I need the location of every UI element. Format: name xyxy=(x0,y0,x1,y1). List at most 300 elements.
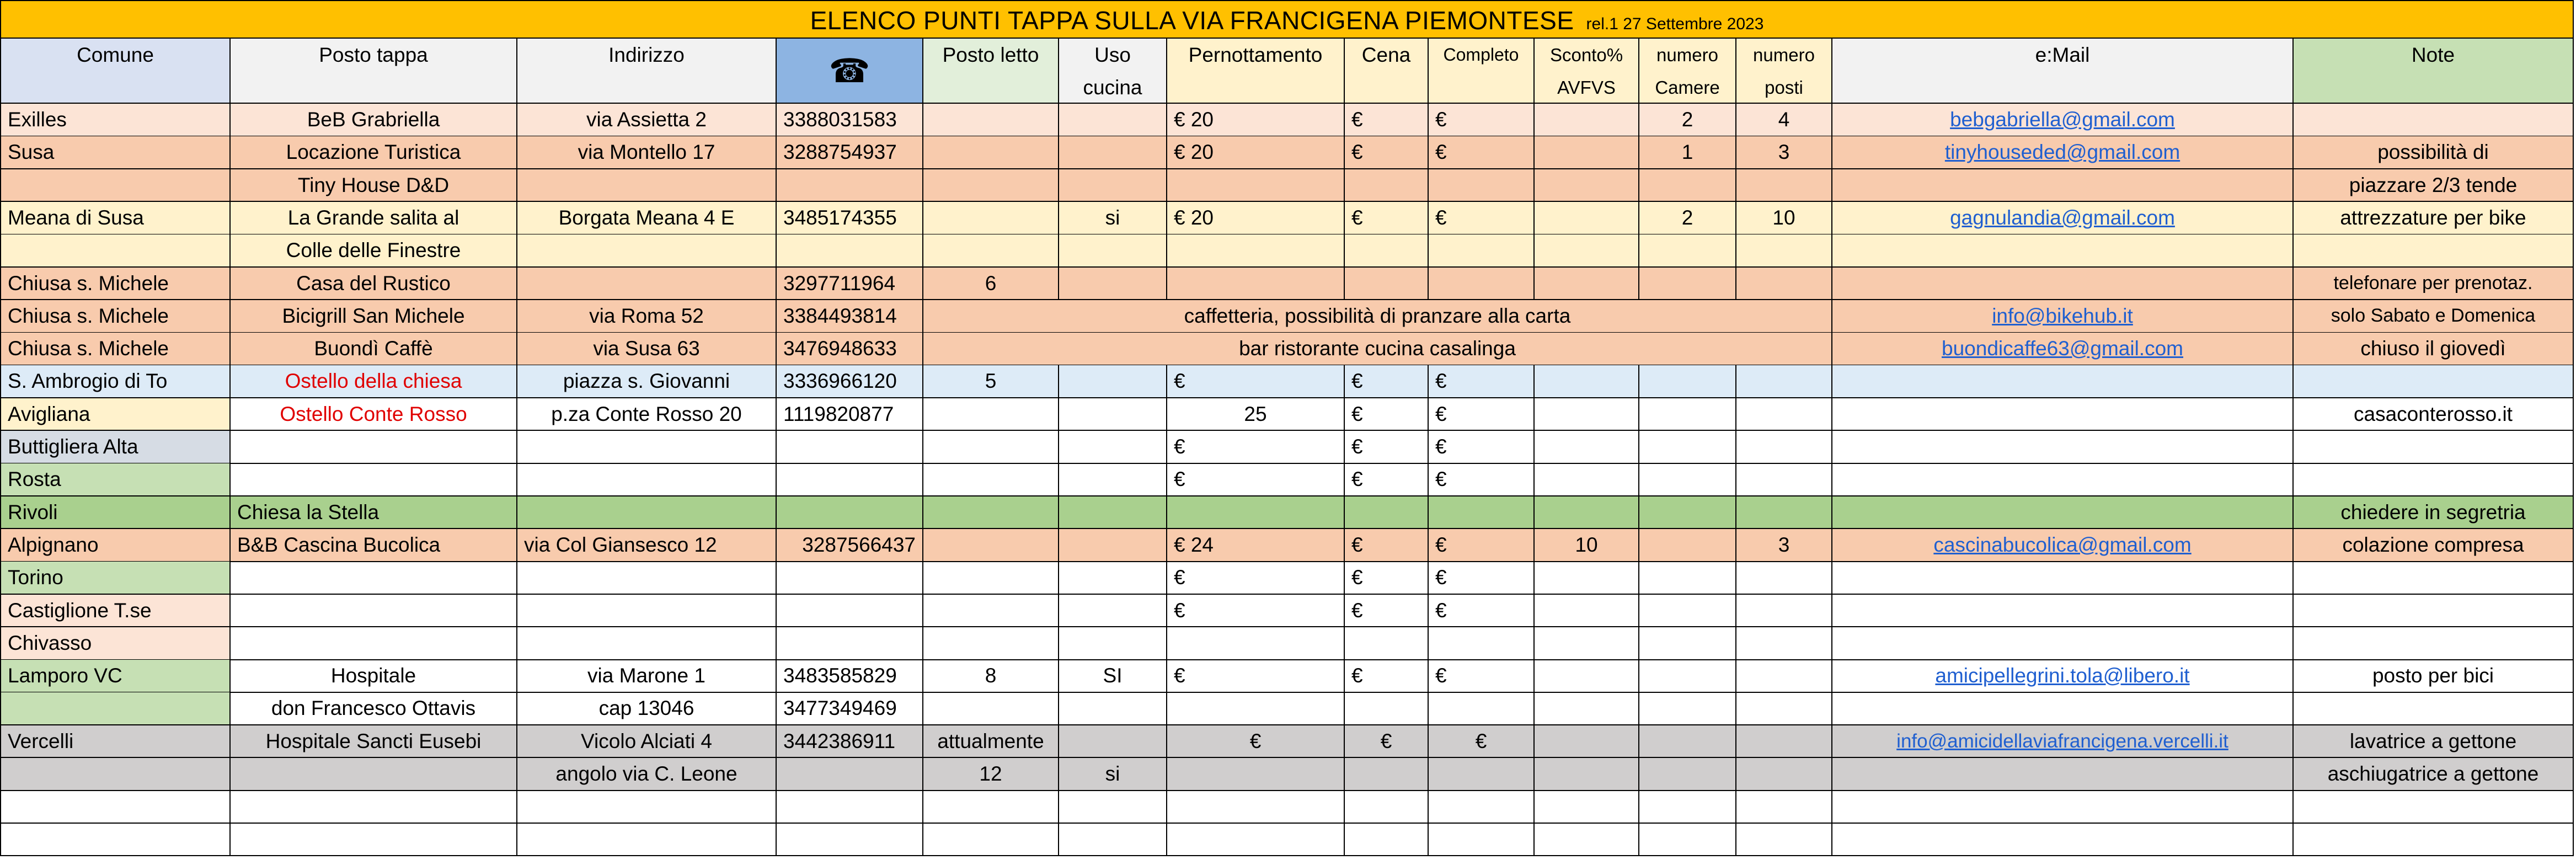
header-label: Comune xyxy=(77,44,154,66)
cell-posti: 3 xyxy=(1736,529,1832,562)
cell-cucina xyxy=(1059,496,1167,530)
cell-completo: € xyxy=(1429,431,1535,464)
header-email xyxy=(1832,39,2294,104)
cell-note xyxy=(2294,562,2574,595)
empty-cell xyxy=(1167,824,1345,857)
email-link xyxy=(1832,431,2294,464)
cell-note: posto per bici xyxy=(2294,660,2574,693)
cell-posti xyxy=(1736,595,1832,628)
cell-cucina xyxy=(1059,234,1167,268)
cell-posto: Ostello Conte Rosso xyxy=(231,398,517,431)
cell-note xyxy=(2294,234,2574,268)
cell-completo: € xyxy=(1429,398,1535,431)
cell-posto xyxy=(231,595,517,628)
cell-posto xyxy=(231,562,517,595)
cell-indirizzo xyxy=(517,595,777,628)
header-letto xyxy=(923,39,1059,104)
cell-note xyxy=(2294,595,2574,628)
cell-letto xyxy=(923,169,1059,202)
cell-indirizzo: piazza s. Giovanni xyxy=(517,365,777,398)
cell-cena xyxy=(1345,496,1429,530)
cell-indirizzo: p.za Conte Rosso 20 xyxy=(517,398,777,431)
cell-cucina: SI xyxy=(1059,660,1167,693)
cell-posto: don Francesco Ottavis xyxy=(231,692,517,725)
cell-tel: 3442386911 xyxy=(777,725,923,759)
cell-comune: Torino xyxy=(0,562,231,595)
email-link[interactable]: info@bikehub.it xyxy=(1832,300,2294,333)
cell-letto: attualmente xyxy=(923,725,1059,759)
cell-indirizzo: cap 13046 xyxy=(517,692,777,725)
cell-comune xyxy=(0,169,231,202)
header-posto xyxy=(231,39,517,104)
header-label: Cena xyxy=(1361,44,1411,66)
cell-cena: € xyxy=(1345,104,1429,137)
cell-cucina xyxy=(1059,463,1167,496)
cell-tel: 1119820877 xyxy=(777,398,923,431)
header-label: Note xyxy=(2411,44,2455,66)
header-tel xyxy=(777,39,923,104)
cell-posto: Hospitale Sancti Eusebi xyxy=(231,725,517,759)
cell-pern: € xyxy=(1167,562,1345,595)
cell-letto: 5 xyxy=(923,365,1059,398)
merged-description: caffetteria, possibilità di pranzare alla carta xyxy=(923,300,1832,333)
empty-cell xyxy=(777,824,923,857)
cell-posto: B&B Cascina Bucolica xyxy=(231,529,517,562)
cell-indirizzo: angolo via C. Leone xyxy=(517,758,777,791)
email-link xyxy=(1832,562,2294,595)
title-text: ELENCO PUNTI TAPPA SULLA VIA FRANCIGENA PIEMONTESE xyxy=(810,6,1574,35)
cell-cucina xyxy=(1059,398,1167,431)
cell-camere xyxy=(1639,234,1736,268)
cell-letto xyxy=(923,234,1059,268)
merged-description: bar ristorante cucina casalinga xyxy=(923,333,1832,366)
cell-camere xyxy=(1639,627,1736,660)
cell-indirizzo: Borgata Meana 4 E xyxy=(517,202,777,235)
cell-note xyxy=(2294,365,2574,398)
cell-indirizzo xyxy=(517,234,777,268)
email-link[interactable]: amicipellegrini.tola@libero.it xyxy=(1832,660,2294,693)
header-label: Posto letto xyxy=(942,44,1039,66)
cell-letto: 8 xyxy=(923,660,1059,693)
cell-letto xyxy=(923,463,1059,496)
header-line: numero xyxy=(1656,45,1718,65)
header-pern xyxy=(1167,39,1345,104)
cell-posti xyxy=(1736,431,1832,464)
header-comune xyxy=(0,39,231,104)
cell-cucina xyxy=(1059,595,1167,628)
cell-posti xyxy=(1736,562,1832,595)
cell-pern: € xyxy=(1167,365,1345,398)
cell-letto xyxy=(923,692,1059,725)
cell-completo: € xyxy=(1429,136,1535,169)
cell-posti: 4 xyxy=(1736,104,1832,137)
cell-posti xyxy=(1736,169,1832,202)
empty-cell xyxy=(1639,791,1736,824)
header-line: posti xyxy=(1765,77,1803,98)
cell-camere xyxy=(1639,268,1736,301)
cell-posto: Tiny House D&D xyxy=(231,169,517,202)
cell-indirizzo xyxy=(517,496,777,530)
cell-posto xyxy=(231,758,517,791)
empty-cell xyxy=(0,791,231,824)
email-link xyxy=(1832,595,2294,628)
cell-sconto xyxy=(1535,365,1639,398)
email-link[interactable]: bebgabriella@gmail.com xyxy=(1832,104,2294,137)
cell-pern xyxy=(1167,268,1345,301)
cell-letto xyxy=(923,431,1059,464)
cell-tel: 3288754937 xyxy=(777,136,923,169)
empty-cell xyxy=(1059,824,1167,857)
cell-cucina xyxy=(1059,627,1167,660)
cell-sconto xyxy=(1535,169,1639,202)
cell-comune: Susa xyxy=(0,136,231,169)
cell-comune: Chiusa s. Michele xyxy=(0,268,231,301)
cell-pern: € xyxy=(1167,660,1345,693)
cell-note: colazione compresa xyxy=(2294,529,2574,562)
cell-pern: € 20 xyxy=(1167,202,1345,235)
cell-cena: € xyxy=(1345,529,1429,562)
cell-camere xyxy=(1639,660,1736,693)
header-label: e:Mail xyxy=(2035,44,2090,66)
cell-posti xyxy=(1736,692,1832,725)
cell-note xyxy=(2294,104,2574,137)
cell-completo: € xyxy=(1429,562,1535,595)
cell-cena: € xyxy=(1345,365,1429,398)
cell-camere xyxy=(1639,595,1736,628)
cell-camere: 2 xyxy=(1639,104,1736,137)
cell-note: piazzare 2/3 tende xyxy=(2294,169,2574,202)
cell-cucina xyxy=(1059,104,1167,137)
email-link xyxy=(1832,365,2294,398)
cell-posti xyxy=(1736,627,1832,660)
cell-completo: € xyxy=(1429,463,1535,496)
cell-tel: 3297711964 xyxy=(777,268,923,301)
cell-completo xyxy=(1429,496,1535,530)
email-link xyxy=(1832,398,2294,431)
cell-tel xyxy=(777,234,923,268)
cell-sconto: 10 xyxy=(1535,529,1639,562)
cell-sconto xyxy=(1535,202,1639,235)
cell-cena: € xyxy=(1345,398,1429,431)
cell-note xyxy=(2294,431,2574,464)
cell-letto: 6 xyxy=(923,268,1059,301)
cell-comune: Rivoli xyxy=(0,496,231,530)
cell-sconto xyxy=(1535,725,1639,759)
cell-tel: 3483585829 xyxy=(777,660,923,693)
cell-posti xyxy=(1736,365,1832,398)
cell-tel: 3384493814 xyxy=(777,300,923,333)
cell-sconto xyxy=(1535,104,1639,137)
cell-completo: € xyxy=(1429,202,1535,235)
sheet-title xyxy=(0,0,2574,39)
cell-note xyxy=(2294,692,2574,725)
empty-cell xyxy=(231,791,517,824)
cell-note: telefonare per prenotaz. xyxy=(2294,268,2574,301)
cell-note: chiuso il giovedì xyxy=(2294,333,2574,366)
cell-tel: 3485174355 xyxy=(777,202,923,235)
cell-cena: € xyxy=(1345,660,1429,693)
cell-camere: 1 xyxy=(1639,136,1736,169)
empty-cell xyxy=(1639,824,1736,857)
cell-completo: € xyxy=(1429,660,1535,693)
cell-letto xyxy=(923,398,1059,431)
cell-pern: € xyxy=(1167,595,1345,628)
cell-pern: 25 xyxy=(1167,398,1345,431)
cell-camere xyxy=(1639,431,1736,464)
cell-indirizzo xyxy=(517,463,777,496)
cell-comune: Avigliana xyxy=(0,398,231,431)
cell-cucina xyxy=(1059,268,1167,301)
cell-cucina: si xyxy=(1059,202,1167,235)
cell-comune: Alpignano xyxy=(0,529,231,562)
cell-comune: Chiusa s. Michele xyxy=(0,300,231,333)
cell-tel: 3388031583 xyxy=(777,104,923,137)
cell-comune: Chivasso xyxy=(0,627,231,660)
cell-completo: € xyxy=(1429,365,1535,398)
cell-sconto xyxy=(1535,627,1639,660)
cell-pern xyxy=(1167,758,1345,791)
cell-completo xyxy=(1429,692,1535,725)
cell-completo: € xyxy=(1429,529,1535,562)
cell-completo xyxy=(1429,169,1535,202)
cell-letto: 12 xyxy=(923,758,1059,791)
empty-cell xyxy=(1736,824,1832,857)
cell-note xyxy=(2294,463,2574,496)
header-label: Indirizzo xyxy=(608,44,685,66)
header-line: Uso xyxy=(1094,44,1131,66)
cell-cena xyxy=(1345,627,1429,660)
cell-cucina xyxy=(1059,365,1167,398)
cell-posto xyxy=(231,431,517,464)
cell-cucina xyxy=(1059,725,1167,759)
cell-tel xyxy=(777,758,923,791)
email-link xyxy=(1832,234,2294,268)
cell-note: solo Sabato e Domenica xyxy=(2294,300,2574,333)
cell-sconto xyxy=(1535,136,1639,169)
cell-posto: Locazione Turistica xyxy=(231,136,517,169)
cell-letto xyxy=(923,562,1059,595)
email-link[interactable]: cascinabucolica@gmail.com xyxy=(1832,529,2294,562)
cell-pern xyxy=(1167,496,1345,530)
cell-pern xyxy=(1167,234,1345,268)
cell-cucina xyxy=(1059,169,1167,202)
cell-cucina xyxy=(1059,529,1167,562)
email-link xyxy=(1832,496,2294,530)
header-line: AVFVS xyxy=(1557,77,1616,98)
cell-letto xyxy=(923,202,1059,235)
cell-camere xyxy=(1639,365,1736,398)
cell-camere xyxy=(1639,758,1736,791)
cell-cena: € xyxy=(1345,431,1429,464)
empty-cell xyxy=(2294,824,2574,857)
header-posti xyxy=(1736,39,1832,104)
cell-comune xyxy=(0,234,231,268)
email-link xyxy=(1832,169,2294,202)
cell-posti: 3 xyxy=(1736,136,1832,169)
cell-cena: € xyxy=(1345,202,1429,235)
cell-sconto xyxy=(1535,758,1639,791)
cell-pern: € xyxy=(1167,725,1345,759)
cell-cena xyxy=(1345,268,1429,301)
cell-posto: Colle delle Finestre xyxy=(231,234,517,268)
cell-indirizzo: via Marone 1 xyxy=(517,660,777,693)
cell-letto xyxy=(923,104,1059,137)
cell-indirizzo: via Roma 52 xyxy=(517,300,777,333)
cell-indirizzo xyxy=(517,169,777,202)
cell-posto: Hospitale xyxy=(231,660,517,693)
email-link[interactable]: gagnulandia@gmail.com xyxy=(1832,202,2294,235)
cell-letto xyxy=(923,496,1059,530)
cell-note: casaconterosso.it xyxy=(2294,398,2574,431)
cell-letto xyxy=(923,136,1059,169)
cell-cena: € xyxy=(1345,136,1429,169)
email-link xyxy=(1832,268,2294,301)
cell-pern xyxy=(1167,627,1345,660)
cell-pern xyxy=(1167,169,1345,202)
cell-indirizzo: via Susa 63 xyxy=(517,333,777,366)
cell-comune: Castiglione T.se xyxy=(0,595,231,628)
cell-tel xyxy=(777,627,923,660)
cell-cucina xyxy=(1059,431,1167,464)
email-link xyxy=(1832,758,2294,791)
cell-comune xyxy=(0,692,231,725)
cell-cena: € xyxy=(1345,725,1429,759)
cell-posto xyxy=(231,627,517,660)
cell-comune: Buttigliera Alta xyxy=(0,431,231,464)
cell-posto: Bicigrill San Michele xyxy=(231,300,517,333)
cell-cena: € xyxy=(1345,562,1429,595)
cell-cucina: si xyxy=(1059,758,1167,791)
cell-posti xyxy=(1736,268,1832,301)
cell-tel xyxy=(777,431,923,464)
header-cena xyxy=(1345,39,1429,104)
cell-completo xyxy=(1429,627,1535,660)
empty-cell xyxy=(517,824,777,857)
cell-tel: 3477349469 xyxy=(777,692,923,725)
cell-note: possibilità di xyxy=(2294,136,2574,169)
cell-sconto xyxy=(1535,234,1639,268)
empty-cell xyxy=(1345,791,1429,824)
cell-posto: La Grande salita al xyxy=(231,202,517,235)
cell-sconto xyxy=(1535,431,1639,464)
cell-posto: Buondì Caffè xyxy=(231,333,517,366)
cell-comune: Lamporo VC xyxy=(0,660,231,693)
cell-tel: 3476948633 xyxy=(777,333,923,366)
cell-tel: 3336966120 xyxy=(777,365,923,398)
cell-cucina xyxy=(1059,136,1167,169)
cell-posti: 10 xyxy=(1736,202,1832,235)
cell-tel xyxy=(777,496,923,530)
cell-camere xyxy=(1639,529,1736,562)
cell-sconto xyxy=(1535,595,1639,628)
cell-cena: € xyxy=(1345,595,1429,628)
cell-cena xyxy=(1345,169,1429,202)
header-label: Completo xyxy=(1443,45,1519,65)
cell-sconto xyxy=(1535,562,1639,595)
cell-camere: 2 xyxy=(1639,202,1736,235)
header-sconto xyxy=(1535,39,1639,104)
cell-pern: € 20 xyxy=(1167,104,1345,137)
cell-cucina xyxy=(1059,692,1167,725)
empty-cell xyxy=(1535,791,1639,824)
cell-camere xyxy=(1639,169,1736,202)
cell-cena xyxy=(1345,234,1429,268)
header-note xyxy=(2294,39,2574,104)
cell-letto xyxy=(923,627,1059,660)
cell-camere xyxy=(1639,692,1736,725)
cell-sconto xyxy=(1535,496,1639,530)
email-link xyxy=(1832,692,2294,725)
empty-cell xyxy=(1345,824,1429,857)
empty-cell xyxy=(1535,824,1639,857)
empty-cell xyxy=(1429,791,1535,824)
cell-pern: € xyxy=(1167,463,1345,496)
cell-camere xyxy=(1639,398,1736,431)
cell-indirizzo: via Montello 17 xyxy=(517,136,777,169)
cell-comune: Vercelli xyxy=(0,725,231,759)
email-link xyxy=(1832,463,2294,496)
cell-camere xyxy=(1639,562,1736,595)
cell-indirizzo xyxy=(517,627,777,660)
header-label: Pernottamento xyxy=(1188,44,1323,66)
cell-cena xyxy=(1345,758,1429,791)
empty-cell xyxy=(923,824,1059,857)
cell-posto: BeB Grabriella xyxy=(231,104,517,137)
email-link[interactable]: buondicaffe63@gmail.com xyxy=(1832,333,2294,366)
header-cucina xyxy=(1059,39,1167,104)
cell-indirizzo: Vicolo Alciati 4 xyxy=(517,725,777,759)
cell-sconto xyxy=(1535,692,1639,725)
empty-cell xyxy=(1167,791,1345,824)
cell-posti xyxy=(1736,463,1832,496)
empty-cell xyxy=(517,791,777,824)
cell-posto xyxy=(231,463,517,496)
empty-cell xyxy=(923,791,1059,824)
cell-note: lavatrice a gettone xyxy=(2294,725,2574,759)
header-line: cucina xyxy=(1083,76,1142,99)
cell-tel xyxy=(777,595,923,628)
cell-tel xyxy=(777,562,923,595)
empty-cell xyxy=(777,791,923,824)
phone-icon: ☎ xyxy=(829,52,870,89)
cell-letto xyxy=(923,529,1059,562)
cell-pern: € 24 xyxy=(1167,529,1345,562)
empty-cell xyxy=(1832,824,2294,857)
cell-note: attrezzature per bike xyxy=(2294,202,2574,235)
email-link[interactable]: info@amicidellaviafrancigena.vercelli.it xyxy=(1832,725,2294,759)
empty-cell xyxy=(1429,824,1535,857)
empty-cell xyxy=(1832,791,2294,824)
cell-sconto xyxy=(1535,660,1639,693)
cell-sconto xyxy=(1535,398,1639,431)
cell-note: chiedere in segretria xyxy=(2294,496,2574,530)
header-indirizzo xyxy=(517,39,777,104)
cell-cena: € xyxy=(1345,463,1429,496)
cell-posto: Ostello della chiesa xyxy=(231,365,517,398)
cell-comune: Chiusa s. Michele xyxy=(0,333,231,366)
cell-camere xyxy=(1639,725,1736,759)
cell-posto: Casa del Rustico xyxy=(231,268,517,301)
email-link[interactable]: tinyhouseded@gmail.com xyxy=(1832,136,2294,169)
cell-pern xyxy=(1167,692,1345,725)
cell-indirizzo: via Col Giansesco 12 xyxy=(517,529,777,562)
cell-indirizzo xyxy=(517,268,777,301)
empty-cell xyxy=(2294,791,2574,824)
cell-completo: € xyxy=(1429,595,1535,628)
header-camere xyxy=(1639,39,1736,104)
cell-posti xyxy=(1736,234,1832,268)
empty-cell xyxy=(231,824,517,857)
